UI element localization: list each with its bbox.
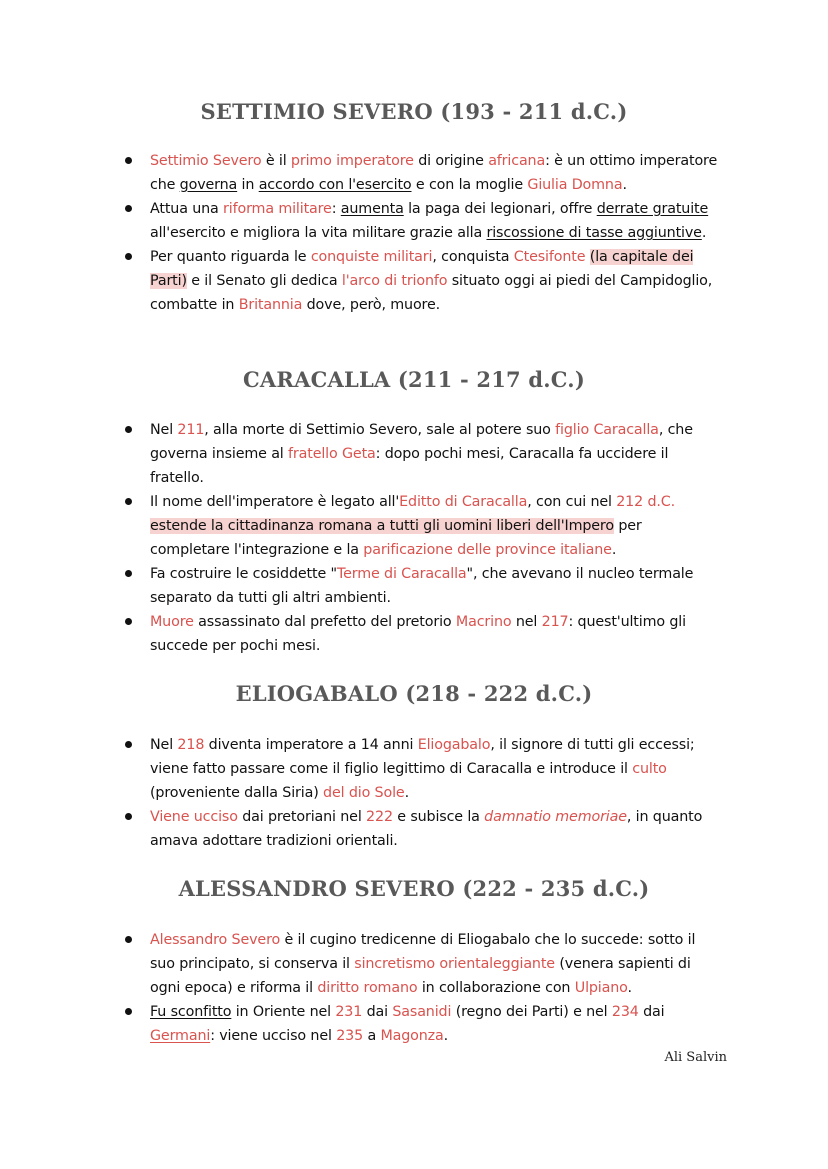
bullet-item (118, 928, 718, 1000)
text-run: riscossione di tasse aggiuntive (486, 225, 702, 241)
text-run: dai (362, 1004, 393, 1020)
text-run: estende la cittadinanza romana a tutti gli uomini liberi dell'Impero (150, 518, 614, 534)
text-run: 212 d.C. (616, 494, 675, 510)
section-title-alessandro-severo: ALESSANDRO SEVERO (222 - 235 d.C.) (178, 876, 650, 901)
text-run: e il Senato gli dedica (186, 273, 342, 289)
bullet-item (118, 197, 718, 245)
bullet-item (118, 149, 718, 197)
text-run: 222 (366, 809, 393, 825)
text-run: aumenta (340, 201, 404, 217)
text-run: . (622, 177, 627, 193)
text-run: dove, però, muore. (302, 297, 441, 313)
text-run: 211 (177, 422, 205, 438)
text-run: . (627, 980, 632, 996)
text-run: all'esercito e migliora la vita militare grazie alla (150, 225, 487, 241)
text-run: , in quanto amava adottare tradizioni orientali. (150, 809, 703, 849)
text-run: . (443, 1028, 449, 1044)
text-run: accordo con l'esercito (258, 177, 412, 193)
text-run: , il signore di tutti gli eccessi; viene fatto passare come il figlio legittimo di Caracalla e introduce il (150, 737, 695, 777)
text-run: (la capitale dei Parti) (150, 249, 694, 289)
text-run: per completare l'integrazione e la (150, 518, 642, 558)
caracalla-list (118, 418, 718, 658)
text-run: 231 (335, 1004, 363, 1020)
text-run: fratello Geta (288, 446, 376, 462)
text-run: . (611, 542, 617, 558)
text-run: primo imperatore (290, 153, 414, 169)
text-run: : (331, 201, 341, 217)
text-run: l'arco di trionfo (341, 273, 448, 289)
text-run: in Oriente nel (231, 1004, 336, 1020)
text-run: Viene ucciso (150, 809, 238, 825)
text-run: , conquista (432, 249, 514, 265)
text-run: (proveniente dalla Siria) (150, 785, 324, 801)
text-run: nel (511, 614, 542, 630)
text-run: Per quanto riguarda le (150, 249, 311, 265)
text-run: (venera sapienti di ogni epoca) e riforma il (150, 956, 691, 996)
text-run: Fa costruire le cosiddette " (150, 566, 337, 582)
text-run: , alla morte di Settimio Severo, sale al potere suo (204, 422, 556, 438)
bullet-item (118, 245, 718, 317)
text-run: Sasanidi (392, 1004, 452, 1020)
text-run: Magonza (380, 1028, 444, 1044)
text-run: damnatio memoriae (484, 809, 627, 825)
bullet-item (118, 733, 718, 805)
text-run: situato oggi ai piedi del Campidoglio, combatte in (150, 273, 713, 313)
text-run: , con cui nel (527, 494, 617, 510)
text-run: Germani (150, 1028, 211, 1044)
text-run: Terme di Caracalla (336, 566, 467, 582)
text-run: Attua una (150, 201, 224, 217)
text-run: Nel (150, 422, 178, 438)
text-run: dai (638, 1004, 665, 1020)
bullet-item (118, 562, 718, 610)
text-run: figlio Caracalla (555, 422, 659, 438)
text-run: Settimio Severo (150, 153, 262, 169)
text-run: sincretismo orientaleggiante (354, 956, 555, 972)
text-run: Britannia (238, 297, 303, 313)
text-run: Editto di Caracalla (399, 494, 528, 510)
text-run: e subisce la (392, 809, 485, 825)
text-run: del dio Sole (323, 785, 405, 801)
text-run: africana (488, 153, 546, 169)
bullet-item (118, 610, 718, 658)
text-run: Nel (150, 737, 178, 753)
text-run: governa (179, 177, 238, 193)
text-run: Fu sconfitto (150, 1004, 232, 1020)
text-run: : quest'ultimo gli succede per pochi mesi. (150, 614, 686, 654)
text-run: Eliogabalo (417, 737, 491, 753)
section-title-caracalla: CARACALLA (211 - 217 d.C.) (243, 367, 585, 392)
text-run: Muore (150, 614, 194, 630)
text-run: . (404, 785, 409, 801)
bullet-item (118, 805, 718, 853)
text-run: è il cugino tredicenne di Eliogabalo che lo succede: sotto il suo principato, si conserva il (150, 932, 696, 972)
text-run: diventa imperatore a 14 anni (204, 737, 418, 753)
text-run: Giulia Domna (527, 177, 623, 193)
text-run: 235 (336, 1028, 364, 1044)
settimio-severo-list (118, 149, 718, 317)
section-title-eliogabalo: ELIOGABALO (218 - 222 d.C.) (235, 681, 593, 706)
text-run: in collaborazione con (417, 980, 575, 996)
text-run: diritto romano (317, 980, 418, 996)
eliogabalo-list (118, 733, 718, 853)
text-run: Macrino (455, 614, 512, 630)
bullet-item (118, 418, 718, 490)
text-run: assassinato dal prefetto del pretorio (193, 614, 456, 630)
text-run: ", che avevano il nucleo termale separato da tutti gli altri ambienti. (150, 566, 694, 606)
author-signature: Ali Salvin (664, 1050, 727, 1065)
bullet-item (118, 1000, 718, 1048)
alessandro-severo-list (118, 928, 718, 1048)
text-run: 217 (541, 614, 569, 630)
text-run: è il (261, 153, 291, 169)
text-run: Il nome dell'imperatore è legato all' (150, 494, 400, 510)
text-run: conquiste militari (310, 249, 433, 265)
text-run: Ctesifonte (513, 249, 586, 265)
text-run: in (237, 177, 259, 193)
text-run: culto (632, 761, 667, 777)
text-run: dai pretoriani nel (237, 809, 367, 825)
text-run: e con la moglie (411, 177, 528, 193)
text-run: di origine (413, 153, 489, 169)
text-run: . (701, 225, 707, 241)
text-run: parificazione delle province italiane (363, 542, 612, 558)
text-run: : viene ucciso nel (210, 1028, 337, 1044)
text-run: Alessandro Severo (150, 932, 281, 948)
text-run: 234 (611, 1004, 639, 1020)
text-run: a (363, 1028, 381, 1044)
text-run: : è un ottimo imperatore che (150, 153, 718, 193)
text-run: riforma militare (223, 201, 332, 217)
text-run: 218 (177, 737, 205, 753)
text-run: derrate gratuite (596, 201, 709, 217)
text-run: : dopo pochi mesi, Caracalla fa uccidere il fratello. (150, 446, 669, 486)
text-run: Ulpiano (574, 980, 628, 996)
text-run: la paga dei legionari, offre (403, 201, 597, 217)
text-run: , che governa insieme al (150, 422, 693, 462)
bullet-item (118, 490, 718, 562)
section-title-settimio-severo: SETTIMIO SEVERO (193 - 211 d.C.) (200, 99, 628, 124)
text-run: (regno dei Parti) e nel (451, 1004, 612, 1020)
